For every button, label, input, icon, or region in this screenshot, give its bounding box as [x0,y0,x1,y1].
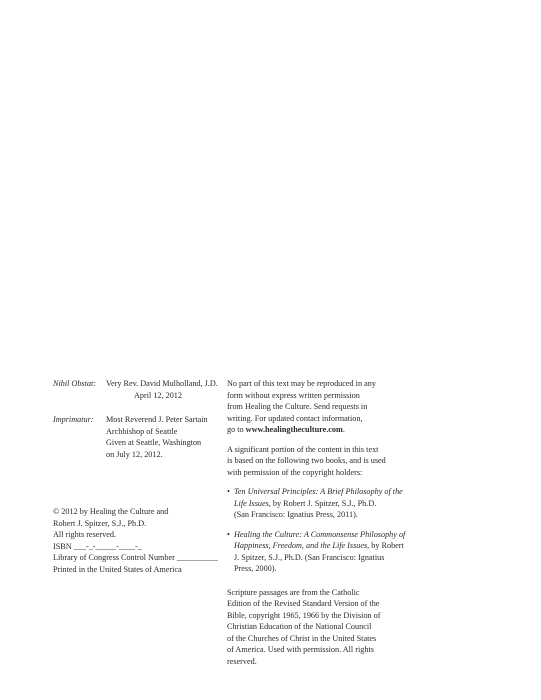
copyright-line: Robert J. Spitzer, S.J., Ph.D. [53,518,147,528]
book-publisher: (San Francisco: Ignatius Press, 2011). [234,510,358,519]
text-line: Scripture passages are from the Catholic [227,587,360,597]
imprimatur-line: Most Reverend J. Peter Sartain [106,415,208,424]
book-title-line [234,486,403,498]
url-prefix: go to [227,425,246,434]
website-link[interactable]: www.healingtheculture.com [245,425,343,434]
book-title: Happiness, Freedom, and the Life Issues, [234,541,370,550]
text-line: A significant portion of the content in this text [227,444,379,454]
scripture-paragraph [227,587,397,668]
imprimatur-body [106,414,223,460]
bullet-icon: • [227,487,230,496]
copyright-line: © 2012 by Healing the Culture and [53,507,169,516]
book-author: by Robert [369,541,404,550]
book-citation [234,529,405,575]
ecclesiastical-approvals [53,378,223,473]
loc-line: Library of Congress Control Number __________ [53,553,218,562]
text-line: No part of this text may be reproduced in any [227,379,376,388]
imprimatur-label: Imprimatur: [53,415,94,424]
printed-line: Printed in the United States of America [53,564,182,574]
book-title-line [234,498,403,510]
text-line: Bible, copyright 1965, 1966 by the Division of [227,610,381,620]
copyright-line: All rights reserved. [53,530,116,539]
book-title-line [234,540,405,552]
text-line: writing. For updated contact information, [227,413,363,423]
nihil-obstat-label: Nihil Obstat: [53,379,96,388]
text-line: Christian Education of the National Council [227,622,372,631]
book-author: by Robert J. Spitzer, S.J., Ph.D. [270,498,377,508]
imprimatur-line: on July 12, 2012. [106,449,163,459]
nihil-obstat [53,378,223,401]
book-title: Healing the Culture: A Commonsense Philosophy of [234,529,406,539]
book-publisher: J. Spitzer, S.J., Ph.D. (San Francisco: Ignatius [234,552,385,562]
book-citation [234,486,403,521]
text-line: is based on the following two books, and is used [227,456,386,465]
text-line: from Healing the Culture. Send requests in [227,402,368,411]
imprimatur [53,414,223,460]
book-title: Life Issues, [234,498,271,508]
text-line: of America. Used with permission. All rights [227,645,374,654]
text-line: with permission of the copyright holders: [227,467,363,477]
url-suffix: . [342,425,345,434]
text-line: form without express written permission [227,390,360,400]
book-publisher: Press, 2000). [234,564,277,573]
bullet-icon: • [227,529,230,539]
text-line [227,424,397,436]
isbn-line: ISBN ___-_-_____-____-_ [53,541,142,551]
text-line: Edition of the Revised Standard Version of the [227,599,380,608]
copyright-block [53,506,228,575]
book-title-line [234,529,405,541]
permission-paragraph [227,378,397,436]
book-title: Ten Universal Principles: A Brief Philosophy of the [234,487,403,496]
imprimatur-line: Given at Seattle, Washington [106,438,202,447]
nihil-obstat-name: Very Rev. David Mulholland, J.D. [106,379,218,388]
rights-column [227,378,406,675]
nihil-obstat-date: April 12, 2012 [134,390,182,400]
portion-paragraph [227,444,397,479]
text-line: of the Churches of Christ in the United States [227,633,377,643]
nihil-obstat-body [106,378,223,401]
text-line: reserved. [227,656,257,666]
book-item [227,486,403,521]
imprimatur-line: Archbishop of Seattle [106,426,178,436]
book-item [227,529,406,575]
